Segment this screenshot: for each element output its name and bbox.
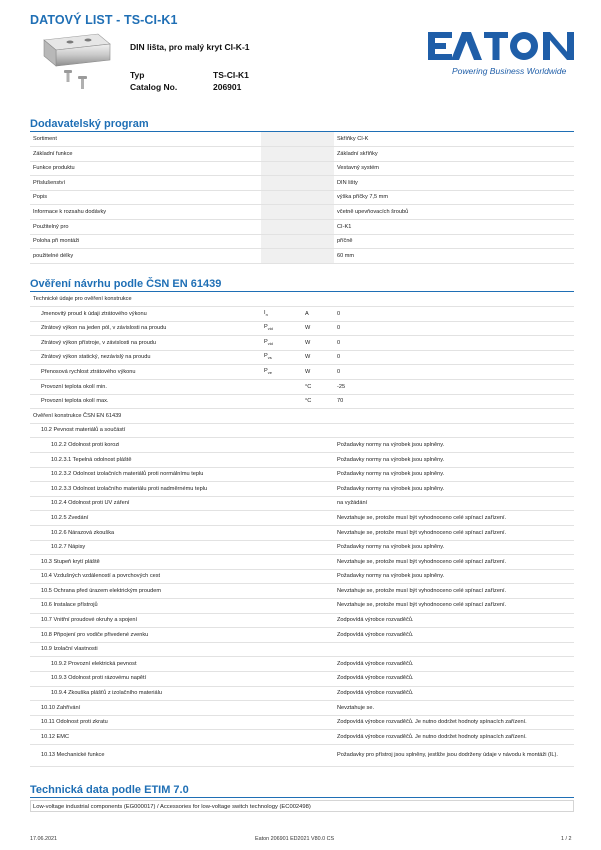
table-row [30, 642, 574, 657]
table-row [30, 730, 574, 745]
row-unit: °C [302, 394, 334, 409]
row-label: Příslušenství [30, 176, 261, 191]
row-unit [302, 671, 334, 686]
row-unit [302, 628, 334, 643]
row-unit [302, 701, 334, 716]
row-symbol [261, 613, 302, 628]
row-unit [302, 292, 334, 307]
section-title-design-verification: Ověření návrhu podle ČSN EN 61439 [30, 278, 222, 290]
row-label: Ztrátový výkon přístroje, v závislosti na proudu [30, 336, 261, 351]
row-unit [302, 613, 334, 628]
row-value: Zodpovídá výrobce rozvaděčů. [334, 686, 574, 701]
row-unit [302, 190, 334, 205]
table-row [30, 467, 574, 482]
row-label: Použitelný pro [30, 220, 261, 235]
row-symbol [261, 569, 302, 584]
table-row [30, 701, 574, 716]
document-title: DATOVÝ LIST - TS-CI-K1 [30, 13, 178, 27]
footer-date: 17.06.2021 [30, 836, 57, 842]
row-symbol [261, 482, 302, 497]
table-row [30, 671, 574, 686]
row-unit [302, 220, 334, 235]
row-label: 10.4 Vzdušných vzdáleností a povrchových cest [30, 569, 261, 584]
section-divider [30, 797, 574, 798]
row-label: Sortiment [30, 132, 261, 147]
section-title-etim: Technická data podle ETIM 7.0 [30, 784, 189, 796]
row-value: Nevztahuje se, protože musí být vyhodnoceno celé spínací zařízení. [334, 598, 574, 613]
row-unit [302, 147, 334, 162]
row-symbol [261, 147, 302, 162]
row-label: 10.6 Instalace přístrojů [30, 598, 261, 613]
symbol-letter: I [264, 309, 266, 316]
row-value [334, 292, 574, 307]
row-unit [302, 584, 334, 599]
row-symbol [261, 744, 302, 766]
table-row [30, 744, 574, 766]
row-value: Požadavky normy na výrobek jsou splněny. [334, 438, 574, 453]
row-label: Provozní teplota okolí min. [30, 380, 261, 395]
table-row [30, 613, 574, 628]
row-symbol [261, 234, 302, 249]
row-value: Požadavky pro přístroj jsou splněny, jestliže jsou dodrženy údaje v návodu k montáži (IL). [334, 744, 574, 766]
row-unit [302, 249, 334, 264]
row-symbol [261, 336, 302, 351]
row-symbol [261, 220, 302, 235]
row-value: Požadavky normy na výrobek jsou splněny. [334, 482, 574, 497]
table-row [30, 482, 574, 497]
row-label: 10.2.3.3 Odolnost izolačního materiálu proti nadměrnému teplu [30, 482, 261, 497]
row-label: 10.2.3.1 Tepelná odolnost pláště [30, 453, 261, 468]
row-symbol [261, 409, 302, 424]
table-row [30, 511, 574, 526]
row-unit [302, 730, 334, 745]
row-unit [302, 132, 334, 147]
row-value: Požadavky normy na výrobek jsou splněny. [334, 453, 574, 468]
row-value [334, 642, 574, 657]
row-label: Ověření konstrukce ČSN EN 61439 [30, 409, 261, 424]
row-symbol [261, 730, 302, 745]
row-unit [302, 511, 334, 526]
row-label: Funkce produktu [30, 161, 261, 176]
row-symbol [261, 249, 302, 264]
table-row [30, 220, 574, 235]
row-symbol [261, 365, 302, 380]
type-value: TS-CI-K1 [213, 70, 249, 80]
row-label: 10.9.2 Provozní elektrická pevnost [30, 657, 261, 672]
table-row [30, 161, 574, 176]
row-value: včetně upevňovacích šroubů [334, 205, 574, 220]
row-value [334, 423, 574, 438]
symbol-subscript: ve [267, 370, 272, 376]
brand-tagline: Powering Business Worldwide [452, 66, 567, 76]
row-value: Zodpovídá výrobce rozvaděčů. [334, 628, 574, 643]
row-unit [302, 409, 334, 424]
row-label: 10.2 Pevnost materiálů a součástí [30, 423, 261, 438]
table-row [30, 628, 574, 643]
row-value: Skříňky CI-K [334, 132, 574, 147]
row-label: 10.9.3 Odolnost proti rázovému napětí [30, 671, 261, 686]
row-value: Zodpovídá výrobce rozvaděčů. Je nutno dodržet hodnoty spínacích zařízení. [334, 715, 574, 730]
row-unit [302, 176, 334, 191]
table-row [30, 657, 574, 672]
row-symbol [261, 321, 302, 336]
row-symbol [261, 132, 302, 147]
table-row [30, 249, 574, 264]
row-label: Popis [30, 190, 261, 205]
row-value: 0 [334, 350, 574, 365]
table-row [30, 496, 574, 511]
row-label: Informace k rozsahu dodávky [30, 205, 261, 220]
row-unit [302, 569, 334, 584]
row-label: 10.2.4 Odolnost proti UV záření [30, 496, 261, 511]
row-label: Ztrátový výkon statický, nezávislý na proudu [30, 350, 261, 365]
row-label: 10.9 Izolační vlastnosti [30, 642, 261, 657]
type-label: Typ [130, 70, 145, 80]
row-symbol [261, 394, 302, 409]
row-unit [302, 598, 334, 613]
row-unit [302, 540, 334, 555]
row-label: použitelné délky [30, 249, 261, 264]
row-value: výška příčky 7,5 mm [334, 190, 574, 205]
row-label: 10.10 Zahřívání [30, 701, 261, 716]
symbol-letter: P [264, 324, 268, 331]
row-value: -25 [334, 380, 574, 395]
row-unit: W [302, 336, 334, 351]
row-label: 10.3 Stupeň krytí pláště [30, 555, 261, 570]
row-unit [302, 423, 334, 438]
table-row [30, 292, 574, 307]
row-symbol [261, 190, 302, 205]
row-symbol [261, 205, 302, 220]
etim-classification: Low-voltage industrial components (EG000017) / Accessories for low-voltage switch technology (EC002498) [30, 800, 574, 812]
table-row [30, 394, 574, 409]
row-value: 60 mm [334, 249, 574, 264]
table-row [30, 132, 574, 147]
row-label: Technické údaje pro ověření konstrukce [30, 292, 261, 307]
symbol-subscript: n [265, 311, 268, 317]
row-unit [302, 467, 334, 482]
table-row [30, 555, 574, 570]
table-row [30, 176, 574, 191]
row-label: 10.13 Mechanické funkce [30, 744, 261, 766]
row-symbol [261, 350, 302, 365]
row-value: Požadavky normy na výrobek jsou splněny. [334, 467, 574, 482]
row-value: příčně [334, 234, 574, 249]
table-row [30, 365, 574, 380]
row-symbol [261, 380, 302, 395]
row-symbol [261, 526, 302, 541]
row-unit [302, 205, 334, 220]
row-symbol [261, 292, 302, 307]
row-symbol [261, 423, 302, 438]
symbol-letter: P [264, 338, 268, 345]
table-row [30, 336, 574, 351]
row-unit [302, 234, 334, 249]
row-symbol [261, 161, 302, 176]
row-symbol [261, 540, 302, 555]
row-symbol [261, 598, 302, 613]
row-unit [302, 161, 334, 176]
row-unit [302, 438, 334, 453]
table-row [30, 569, 574, 584]
row-label: Ztrátový výkon na jeden pól, v závislosti na proudu [30, 321, 261, 336]
row-value: Zodpovídá výrobce rozvaděčů. [334, 657, 574, 672]
row-label: Provozní teplota okolí max. [30, 394, 261, 409]
symbol-subscript: vs [267, 355, 272, 361]
row-label: 10.2.2 Odolnost proti korozi [30, 438, 261, 453]
table-row [30, 321, 574, 336]
footer-page-number: 1 / 2 [561, 836, 572, 842]
row-symbol [261, 686, 302, 701]
row-value: Nevztahuje se, protože musí být vyhodnoceno celé spínací zařízení. [334, 511, 574, 526]
row-value: Požadavky normy na výrobek jsou splněny. [334, 540, 574, 555]
row-unit: W [302, 350, 334, 365]
row-value: CI-K1 [334, 220, 574, 235]
row-symbol [261, 453, 302, 468]
row-symbol [261, 628, 302, 643]
row-value: 0 [334, 336, 574, 351]
row-label: Jmenovitý proud k údaji ztrátového výkonu [30, 307, 261, 322]
row-value: Nevztahuje se. [334, 701, 574, 716]
row-value: Nevztahuje se, protože musí být vyhodnoceno celé spínací zařízení. [334, 555, 574, 570]
row-value: Zodpovídá výrobce rozvaděčů. [334, 613, 574, 628]
row-unit: W [302, 365, 334, 380]
table-row [30, 423, 574, 438]
din-rail-product-image [40, 32, 114, 96]
row-symbol [261, 307, 302, 322]
row-label: 10.12 EMC [30, 730, 261, 745]
row-symbol [261, 715, 302, 730]
row-label: 10.2.3.2 Odolnost izolačních materiálů proti normálnímu teplu [30, 467, 261, 482]
table-row [30, 190, 574, 205]
row-unit: W [302, 321, 334, 336]
table-row [30, 526, 574, 541]
row-value: 0 [334, 321, 574, 336]
row-symbol [261, 671, 302, 686]
row-unit [302, 496, 334, 511]
table-row [30, 686, 574, 701]
symbol-subscript: vid [267, 340, 273, 346]
symbol-letter: P [264, 367, 268, 374]
row-label: 10.5 Ochrana před úrazem elektrickým proudem [30, 584, 261, 599]
row-label: 10.2.7 Nápisy [30, 540, 261, 555]
table-row [30, 205, 574, 220]
row-label: 10.7 Vnitřní proudové okruhy a spojení [30, 613, 261, 628]
row-value: Vestavný systém [334, 161, 574, 176]
row-unit: °C [302, 380, 334, 395]
table-row [30, 307, 574, 322]
table-row [30, 453, 574, 468]
row-unit [302, 715, 334, 730]
table-row [30, 380, 574, 395]
catalog-value: 206901 [213, 82, 242, 92]
row-value: Základní skříňky [334, 147, 574, 162]
row-value: Nevztahuje se, protože musí být vyhodnoceno celé spínací zařízení. [334, 584, 574, 599]
row-value [334, 409, 574, 424]
row-symbol [261, 584, 302, 599]
footer-document-id: Eaton 206901 ED2021 V80.0 CS [255, 836, 335, 842]
row-unit [302, 482, 334, 497]
row-unit [302, 453, 334, 468]
row-symbol [261, 555, 302, 570]
row-unit [302, 657, 334, 672]
row-value: 0 [334, 307, 574, 322]
row-value: Nevztahuje se, protože musí být vyhodnoceno celé spínací zařízení. [334, 526, 574, 541]
row-label: 10.9.4 Zkouška plášťů z izolačního materiálu [30, 686, 261, 701]
table-row [30, 584, 574, 599]
catalog-label: Catalog No. [130, 82, 178, 92]
row-symbol [261, 642, 302, 657]
table-row [30, 147, 574, 162]
row-label: Základní funkce [30, 147, 261, 162]
row-unit: A [302, 307, 334, 322]
design-verification-table [30, 292, 574, 767]
row-value: DIN lišty [334, 176, 574, 191]
table-row [30, 409, 574, 424]
row-label: 10.8 Připojení pro vodiče přivedené zvenku [30, 628, 261, 643]
section-title-supply-program: Dodavatelský program [30, 118, 149, 130]
row-value: Zodpovídá výrobce rozvaděčů. Je nutno dodržet hodnoty spínacích zařízení. [334, 730, 574, 745]
row-symbol [261, 176, 302, 191]
product-description: DIN lišta, pro malý kryt CI-K-1 [130, 42, 250, 52]
row-label: Přenosová rychlost ztrátového výkonu [30, 365, 261, 380]
row-label: 10.11 Odolnost proti zkratu [30, 715, 261, 730]
row-unit [302, 744, 334, 766]
row-value: 0 [334, 365, 574, 380]
row-label: 10.2.6 Nárazová zkouška [30, 526, 261, 541]
row-symbol [261, 701, 302, 716]
row-symbol [261, 657, 302, 672]
table-row [30, 540, 574, 555]
row-unit [302, 686, 334, 701]
row-symbol [261, 438, 302, 453]
table-row [30, 438, 574, 453]
table-row [30, 715, 574, 730]
row-unit [302, 555, 334, 570]
row-label: Poloha při montáži [30, 234, 261, 249]
table-row [30, 598, 574, 613]
row-unit [302, 642, 334, 657]
row-symbol [261, 496, 302, 511]
row-unit [302, 526, 334, 541]
table-row [30, 234, 574, 249]
row-value: Požadavky normy na výrobek jsou splněny. [334, 569, 574, 584]
symbol-subscript: vid [267, 326, 273, 332]
row-symbol [261, 467, 302, 482]
row-symbol [261, 511, 302, 526]
row-value: Zodpovídá výrobce rozvaděčů. [334, 671, 574, 686]
symbol-letter: P [264, 353, 268, 360]
row-value: na vyžádání [334, 496, 574, 511]
table-row [30, 350, 574, 365]
supply-program-table [30, 132, 574, 264]
row-label: 10.2.5 Zvedání [30, 511, 261, 526]
row-value: 70 [334, 394, 574, 409]
